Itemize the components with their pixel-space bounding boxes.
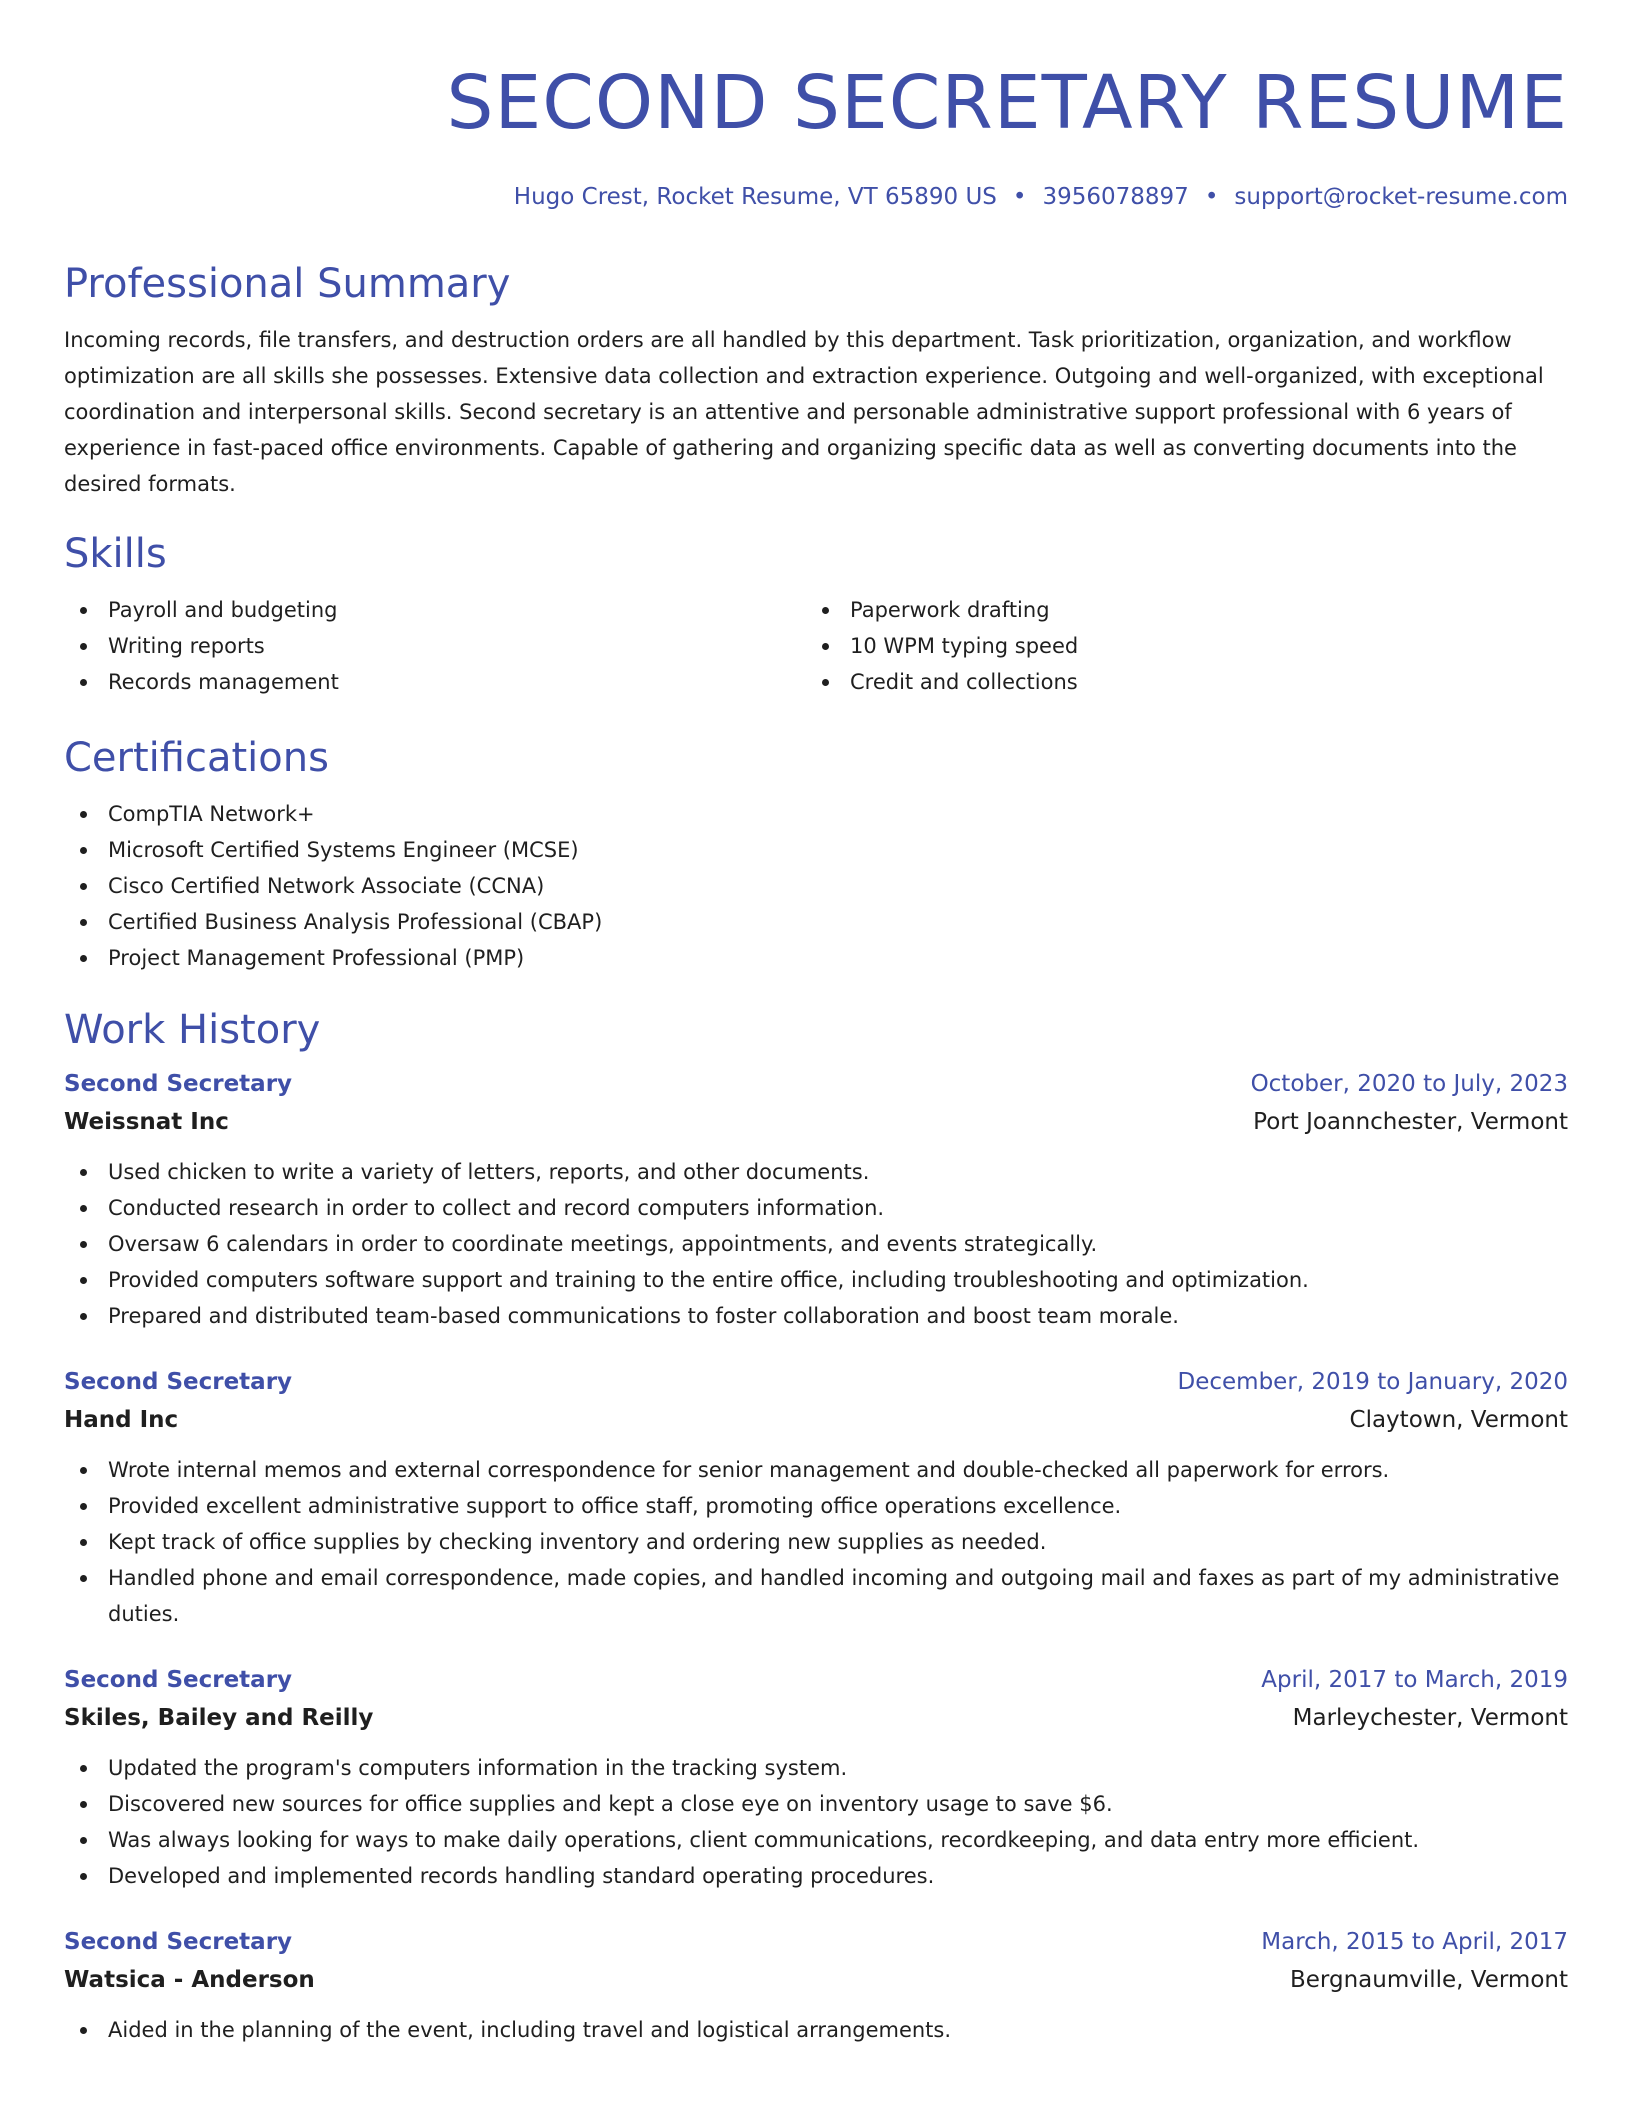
job-bullet: Updated the program's computers information in the tracking system. [64,1750,1568,1786]
job-header [64,1662,1568,1698]
job-title: Second Secretary [64,1369,293,1395]
job-company: Weissnat Inc [64,1109,229,1135]
job-bullet: Used chicken to write a variety of letters, reports, and other documents. [64,1154,1568,1190]
contact-phone: 3956078897 [1042,184,1189,210]
skill-item: Writing reports [64,628,806,664]
skill-item: 10 WPM typing speed [806,628,1548,664]
skills-list-left [64,592,806,700]
job-bullet: Handled phone and email correspondence, made copies, and handled incoming and outgoing mail and faxes as part of my administrative duties. [64,1560,1568,1632]
job-entry [64,1924,1568,2048]
job-dates: December, 2019 to January, 2020 [1177,1369,1568,1395]
job-bullets [64,2012,1568,2048]
job-title: Second Secretary [64,1071,293,1097]
job-company: Watsica - Anderson [64,1967,315,1993]
skills-heading: Skills [64,531,167,577]
job-location: Bergnaumville, Vermont [1289,1967,1568,1993]
summary-text: Incoming records, file transfers, and destruction orders are all handled by this department. Task prioritization, organization, and workflow optimization are all skills she possesses. Extensive data collection and extraction experience. Outgoing and well-organized, with exceptional coordination and interpersonal skills. Second secretary is an attentive and personable administrative support professional with 6 years of experience in fast-paced office environments. Capable of gathering and organizing specific data as well as converting documents into the desired formats. [64,328,1544,496]
job-bullets [64,1452,1568,1632]
job-dates: October, 2020 to July, 2023 [1250,1071,1568,1097]
summary-heading: Professional Summary [64,261,511,307]
job-bullet: Was always looking for ways to make daily operations, client communications, recordkeeping, and data entry more efficient. [64,1822,1568,1858]
job-entry [64,1662,1568,1894]
contact-separator: • [1204,184,1219,210]
certifications-heading: Certifications [64,735,329,781]
job-bullet: Conducted research in order to collect and record computers information. [64,1190,1568,1226]
job-bullet: Prepared and distributed team-based communications to foster collaboration and boost team morale. [64,1298,1568,1334]
certification-item: Certified Business Analysis Professional (CBAP) [64,904,1568,940]
contact-address: Hugo Crest, Rocket Resume, VT 65890 US [513,184,997,210]
skills-grid [64,592,1568,700]
job-header [64,1924,1568,1960]
job-dates: April, 2017 to March, 2019 [1261,1667,1568,1693]
certification-item: CompTIA Network+ [64,796,1568,832]
job-subheader [64,1400,1568,1440]
contact-separator: • [1012,184,1027,210]
job-bullets [64,1154,1568,1334]
work-history-heading: Work History [64,1007,321,1053]
job-location: Port Joannchester, Vermont [1253,1109,1568,1135]
job-header [64,1066,1568,1102]
skill-item: Payroll and budgeting [64,592,806,628]
job-company: Hand Inc [64,1407,179,1433]
skill-item: Credit and collections [806,664,1548,700]
job-bullet: Wrote internal memos and external correspondence for senior management and double-checked all paperwork for errors. [64,1452,1568,1488]
skill-item: Paperwork drafting [806,592,1548,628]
certification-item: Cisco Certified Network Associate (CCNA) [64,868,1568,904]
job-bullet: Kept track of office supplies by checking inventory and ordering new supplies as needed. [64,1524,1568,1560]
job-bullet: Provided computers software support and training to the entire office, including troubleshooting and optimization. [64,1262,1568,1298]
job-entry [64,1066,1568,1334]
job-entry [64,1364,1568,1632]
job-header [64,1364,1568,1400]
job-location: Marleychester, Vermont [1292,1705,1568,1731]
job-subheader [64,1102,1568,1142]
certifications-list [64,796,1568,976]
job-bullet: Provided excellent administrative support to office staff, promoting office operations excellence. [64,1488,1568,1524]
contact-email[interactable]: support@rocket-resume.com [1234,184,1568,210]
job-bullet: Oversaw 6 calendars in order to coordinate meetings, appointments, and events strategically. [64,1226,1568,1262]
job-company: Skiles, Bailey and Reilly [64,1705,374,1731]
job-bullet: Developed and implemented records handling standard operating procedures. [64,1858,1568,1894]
job-bullet: Aided in the planning of the event, including travel and logistical arrangements. [64,2012,1568,2048]
certification-item: Project Management Professional (PMP) [64,940,1568,976]
skill-item: Records management [64,664,806,700]
resume-title: SECOND SECRETARY RESUME [446,60,1568,146]
contact-line [64,182,1568,212]
job-bullets [64,1750,1568,1894]
certification-item: Microsoft Certified Systems Engineer (MCSE) [64,832,1568,868]
job-subheader [64,1960,1568,2000]
job-title: Second Secretary [64,1667,293,1693]
job-subheader [64,1698,1568,1738]
job-bullet: Discovered new sources for office supplies and kept a close eye on inventory usage to save $6. [64,1786,1568,1822]
job-location: Claytown, Vermont [1349,1407,1568,1433]
job-title: Second Secretary [64,1929,293,1955]
resume-page [64,0,1568,2048]
job-dates: March, 2015 to April, 2017 [1261,1929,1568,1955]
skills-list-right [806,592,1548,700]
